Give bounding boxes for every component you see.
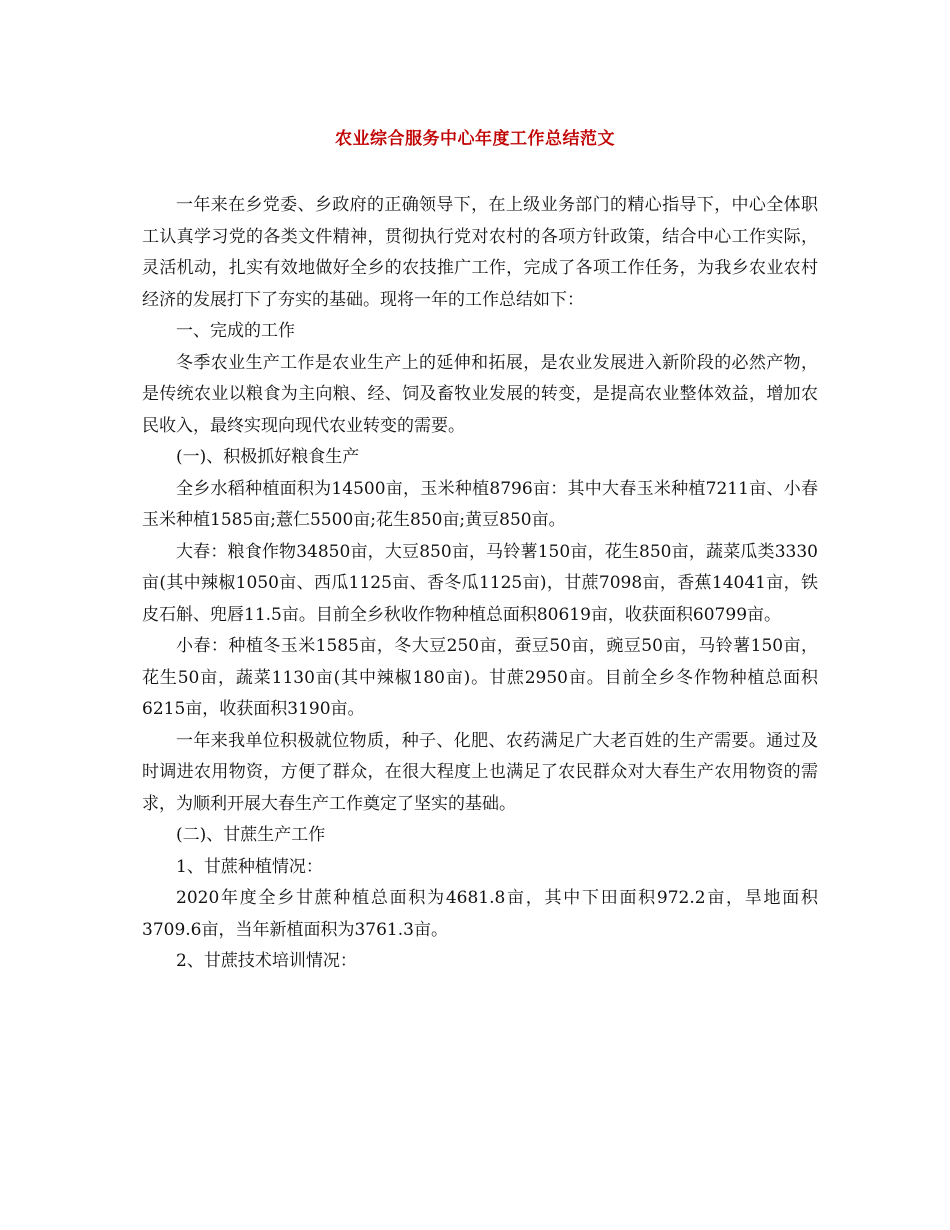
paragraph-dachun: 大春：粮食作物34850亩，大豆850亩，马铃薯150亩，花生850亩，蔬菜瓜类3330亩(其中辣椒1050亩、西瓜1125亩、香冬瓜1125亩)，甘蔗7098亩，香蕉14041亩，铁皮石斛、兜唇11.5亩。目前全乡秋收作物种植总面积80619亩，收获面积60799亩。 <box>142 541 818 625</box>
paragraph-winter-agriculture: 冬季农业生产工作是农业生产上的延伸和拓展，是农业发展进入新阶段的必然产物，是传统农业以粮食为主向粮、经、饲及畜牧业发展的转变，是提高农业整体效益，增加农民收入，最终实现向现代农业转变的需要。 <box>142 352 818 436</box>
heading-sugarcane-training: 2、甘蔗技术培训情况： <box>176 951 357 971</box>
paragraph-planting-area: 全乡水稻种植面积为14500亩，玉米种植8796亩：其中大春玉米种植7211亩、小春玉米种植1585亩;薏仁5500亩;花生850亩;黄豆850亩。 <box>142 478 818 530</box>
paragraph-sugarcane-area: 2020年度全乡甘蔗种植总面积为4681.8亩，其中下田面积972.2亩，旱地面积3709.6亩，当年新植面积为3761.3亩。 <box>142 888 818 940</box>
heading-grain-production: (一)、积极抓好粮食生产 <box>176 447 360 467</box>
document-body <box>142 190 818 978</box>
paragraph-xiaochun: 小春：种植冬玉米1585亩，冬大豆250亩，蚕豆50亩，豌豆50亩，马铃薯150亩，花生50亩，蔬菜1130亩(其中辣椒180亩)。甘蔗2950亩。目前全乡冬作物种植总面积6215亩，收获面积3190亩。 <box>142 636 818 719</box>
document-title: 农业综合服务中心年度工作总结范文 <box>335 129 615 149</box>
paragraph-intro: 一年来在乡党委、乡政府的正确领导下，在上级业务部门的精心指导下，中心全体职工认真学习党的各类文件精神，贯彻执行党对农村的各项方针政策，结合中心工作实际，灵活机动，扎实有效地做好全乡的农技推广工作，完成了各项工作任务，为我乡农业农村经济的发展打下了夯实的基础。现将一年的工作总结如下： <box>142 195 818 310</box>
heading-sugarcane-planting: 1、甘蔗种植情况： <box>176 856 323 877</box>
paragraph-supplies: 一年来我单位积极就位物质，种子、化肥、农药满足广大老百姓的生产需要。通过及时调进农用物资，方便了群众，在很大程度上也满足了农民群众对大春生产农用物资的需求，为顺利开展大春生产工作奠定了坚实的基础。 <box>142 730 818 814</box>
heading-completed-work: 一、完成的工作 <box>176 321 295 341</box>
heading-sugarcane-production: (二)、甘蔗生产工作 <box>176 825 326 845</box>
